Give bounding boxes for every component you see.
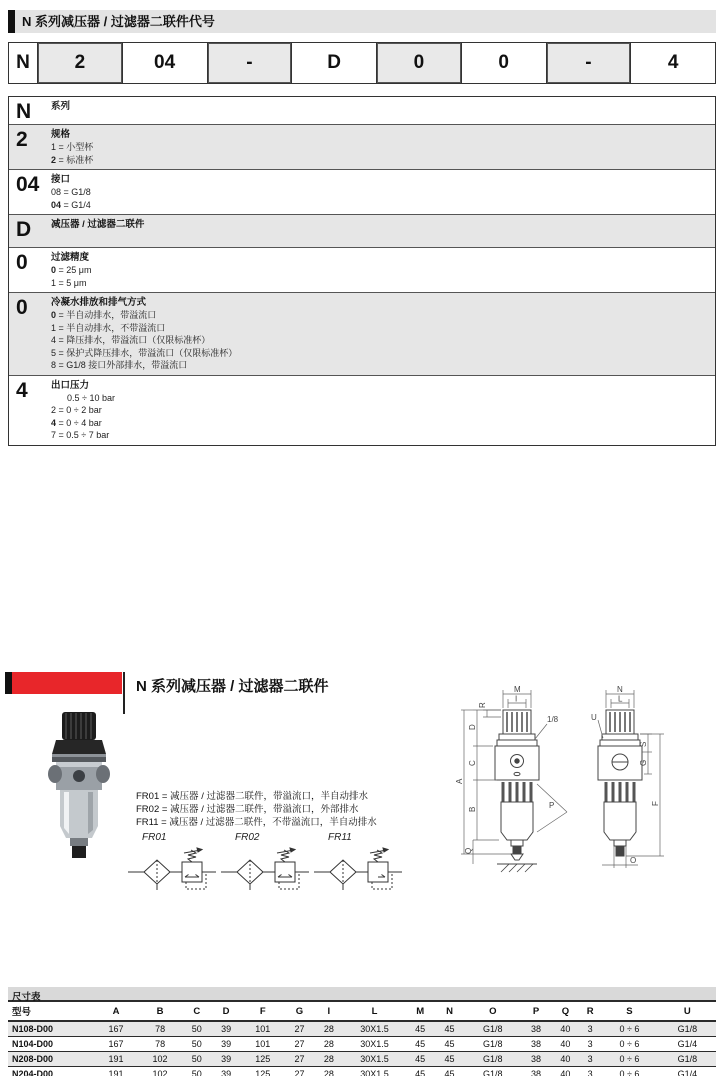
dim-label-I: I xyxy=(515,694,518,704)
option-line: 8 = G1/8 接口外部排水，带溢流口 xyxy=(51,360,188,370)
table-row xyxy=(8,1021,716,1037)
code-row xyxy=(9,292,715,375)
order-code-row xyxy=(8,42,716,84)
code-heading: 出口压力 xyxy=(51,379,90,391)
table-cell: 39 xyxy=(211,1021,240,1037)
table-cell: N208-D00 xyxy=(8,1052,94,1067)
dim-label-B: B xyxy=(468,806,477,812)
table-row xyxy=(8,1037,716,1052)
dimension-table xyxy=(8,1002,716,1076)
code-row xyxy=(9,97,715,124)
table-cell: 191 xyxy=(94,1067,138,1076)
table-cell: 78 xyxy=(138,1021,182,1037)
fr-note-line: FR02 = 减压器 / 过滤器二联件，带溢流口，外部排水 xyxy=(136,804,359,815)
order-code-cell: 2 xyxy=(37,43,122,83)
code-value: N xyxy=(16,100,32,123)
option-line: 04 = G1/4 xyxy=(51,199,91,210)
code-heading: 过滤精度 xyxy=(51,252,90,263)
dimension-drawing-front xyxy=(453,682,593,892)
code-row xyxy=(9,214,715,247)
table-cell: 78 xyxy=(138,1037,182,1052)
column-header: N xyxy=(435,1002,464,1021)
table-cell: G1/4 xyxy=(659,1067,716,1076)
table-cell: 45 xyxy=(406,1067,435,1076)
option-line: 4 = 0 ÷ 4 bar xyxy=(51,417,102,428)
table-row xyxy=(8,1067,716,1076)
product-photo xyxy=(42,710,118,867)
order-code-cell: D xyxy=(291,43,376,83)
table-cell: G1/8 xyxy=(659,1021,716,1037)
fr-symbol-label: FR01 xyxy=(142,832,167,843)
table-cell: 0 ÷ 6 xyxy=(600,1052,658,1067)
table-cell: 38 xyxy=(521,1021,550,1037)
option-line: 7 = 0.5 ÷ 7 bar xyxy=(51,430,110,440)
table-cell: 50 xyxy=(182,1067,211,1076)
option-line: 1 = 小型杯 xyxy=(51,142,94,152)
table-cell: 50 xyxy=(182,1052,211,1067)
table-cell: 27 xyxy=(285,1052,314,1067)
dim-label-port: 1/8 xyxy=(547,715,559,724)
filter-regulator-symbol-icon xyxy=(312,843,404,893)
filter-regulator-symbol-icon xyxy=(126,843,218,893)
table-cell: 0 ÷ 6 xyxy=(600,1037,658,1052)
fr-note-line: FR01 = 减压器 / 过滤器二联件，带溢流口，半自动排水 xyxy=(136,791,368,802)
dimension-table-section xyxy=(8,987,716,1076)
table-cell: 0 ÷ 6 xyxy=(600,1067,658,1076)
fr-symbols xyxy=(126,832,405,898)
dim-label-G: G xyxy=(639,759,648,766)
dim-label-Q: Q xyxy=(464,847,473,854)
column-header: C xyxy=(182,1002,211,1021)
column-header: 型号 xyxy=(8,1002,94,1021)
fr-symbol-label: FR02 xyxy=(235,832,260,843)
code-heading: 减压器 / 过滤器二联件 xyxy=(51,219,145,230)
order-code-cell: 0 xyxy=(376,43,461,83)
table-cell: 45 xyxy=(435,1037,464,1052)
code-description xyxy=(51,97,715,124)
table-cell: 125 xyxy=(241,1067,285,1076)
table-cell: 3 xyxy=(580,1067,600,1076)
section-red-tab xyxy=(12,672,122,694)
code-value: 2 xyxy=(16,128,28,151)
table-cell: N104-D00 xyxy=(8,1037,94,1052)
table-cell: 101 xyxy=(241,1021,285,1037)
table-cell: 28 xyxy=(314,1037,343,1052)
dim-label-M: M xyxy=(514,685,521,694)
table-cell: 0 ÷ 6 xyxy=(600,1021,658,1037)
code-heading: 冷凝水排放和排气方式 xyxy=(51,297,147,308)
option-line: 0.5 ÷ 10 bar xyxy=(67,392,115,403)
code-value: 0 xyxy=(16,296,28,319)
column-header: M xyxy=(406,1002,435,1021)
page-header-band xyxy=(8,10,716,33)
table-cell: 30X1.5 xyxy=(344,1037,406,1052)
dim-label-F: F xyxy=(651,801,660,806)
table-cell: 30X1.5 xyxy=(344,1052,406,1067)
table-cell: 45 xyxy=(435,1021,464,1037)
table-cell: 40 xyxy=(551,1052,580,1067)
table-cell: 3 xyxy=(580,1021,600,1037)
filter-regulator-symbol-icon xyxy=(219,843,311,893)
table-cell: 191 xyxy=(94,1052,138,1067)
code-description xyxy=(51,293,715,375)
table-cell: 28 xyxy=(314,1067,343,1076)
page-title: N 系列减压器 / 过滤器二联件代号 xyxy=(22,14,215,29)
table-cell: 45 xyxy=(435,1067,464,1076)
table-cell: 125 xyxy=(241,1052,285,1067)
option-line: 0 = 25 μm xyxy=(51,265,92,275)
table-cell: 45 xyxy=(406,1052,435,1067)
table-cell: 38 xyxy=(521,1052,550,1067)
code-value: 04 xyxy=(16,173,40,196)
column-header: Q xyxy=(551,1002,580,1021)
section-divider xyxy=(123,672,125,714)
table-cell: 30X1.5 xyxy=(344,1021,406,1037)
code-description xyxy=(51,170,715,214)
order-code-cell: 4 xyxy=(630,43,715,83)
code-description xyxy=(51,215,715,247)
table-cell: G1/8 xyxy=(464,1052,521,1067)
order-code-cell: - xyxy=(546,43,631,83)
column-header: D xyxy=(211,1002,240,1021)
dim-label-O: O xyxy=(630,856,637,865)
table-cell: G1/8 xyxy=(464,1021,521,1037)
code-row xyxy=(9,247,715,292)
table-cell: G1/4 xyxy=(659,1037,716,1052)
dim-label-U: U xyxy=(591,713,597,722)
section-black-bar xyxy=(5,672,12,694)
dim-label-A: A xyxy=(455,778,464,784)
option-line: 08 = G1/8 xyxy=(51,187,91,197)
table-cell: 28 xyxy=(314,1052,343,1067)
dimension-table-header xyxy=(8,1002,716,1021)
table-cell: 3 xyxy=(580,1037,600,1052)
dim-label-D: D xyxy=(468,724,477,730)
order-code-cell: 04 xyxy=(122,43,207,83)
option-line: 5 = 保护式降压排水，带溢流口（仅限标准杯） xyxy=(51,347,238,358)
table-cell: 39 xyxy=(211,1037,240,1052)
order-code-cell: 0 xyxy=(461,43,546,83)
dim-label-P: P xyxy=(549,801,555,810)
table-row xyxy=(8,1052,716,1067)
table-cell: 27 xyxy=(285,1021,314,1037)
column-header: R xyxy=(580,1002,600,1021)
section-title: N 系列减压器 / 过滤器二联件 xyxy=(136,678,329,695)
dimension-table-title: 尺寸表 xyxy=(12,992,41,1003)
table-cell: 40 xyxy=(551,1021,580,1037)
table-cell: 40 xyxy=(551,1067,580,1076)
option-line: 2 = 0 ÷ 2 bar xyxy=(51,405,102,415)
code-value: 4 xyxy=(16,378,28,402)
table-cell: 45 xyxy=(406,1037,435,1052)
table-cell: 28 xyxy=(314,1021,343,1037)
column-header: U xyxy=(659,1002,716,1021)
fr-symbol-label: FR11 xyxy=(328,832,352,843)
fr-symbol xyxy=(312,832,404,898)
dim-label-R: R xyxy=(478,702,487,708)
code-row xyxy=(9,124,715,169)
fr-symbol xyxy=(126,832,218,898)
product-section xyxy=(0,670,724,900)
dim-label-S: S xyxy=(639,741,648,747)
fr-symbol xyxy=(219,832,311,898)
fr-notes xyxy=(136,790,377,829)
table-cell: 167 xyxy=(94,1021,138,1037)
order-code-cell: N xyxy=(9,43,37,83)
code-heading: 接口 xyxy=(51,174,71,185)
dimension-table-band xyxy=(8,987,716,1002)
table-cell: 27 xyxy=(285,1037,314,1052)
table-cell: 40 xyxy=(551,1037,580,1052)
column-header: O xyxy=(464,1002,521,1021)
fr-note-line: FR11 = 减压器 / 过滤器二联件，不带溢流口，半自动排水 xyxy=(136,817,377,828)
code-description xyxy=(51,376,715,445)
column-header: G xyxy=(285,1002,314,1021)
table-cell: 50 xyxy=(182,1037,211,1052)
table-cell: G1/8 xyxy=(659,1052,716,1067)
code-row xyxy=(9,375,715,445)
column-header: A xyxy=(94,1002,138,1021)
dimension-table-body xyxy=(8,1021,716,1076)
table-cell: 38 xyxy=(521,1067,550,1076)
code-description xyxy=(51,125,715,169)
code-row xyxy=(9,169,715,214)
option-line: 2 = 标准杯 xyxy=(51,154,94,165)
table-cell: 50 xyxy=(182,1021,211,1037)
column-header: L xyxy=(344,1002,406,1021)
table-cell: G1/8 xyxy=(464,1067,521,1076)
table-cell: 102 xyxy=(138,1067,182,1076)
code-description xyxy=(51,248,715,292)
table-cell: 102 xyxy=(138,1052,182,1067)
table-cell: 39 xyxy=(211,1052,240,1067)
option-line: 1 = 5 μm xyxy=(51,277,87,288)
table-cell: 27 xyxy=(285,1067,314,1076)
table-cell: 30X1.5 xyxy=(344,1067,406,1076)
option-line: 4 = 降压排水，带溢流口（仅限标准杯） xyxy=(51,335,211,345)
dimension-drawing-side xyxy=(590,682,724,892)
column-header: I xyxy=(314,1002,343,1021)
option-line: 0 = 半自动排水，带溢流口 xyxy=(51,310,157,320)
dim-label-L: L xyxy=(618,694,623,704)
dim-label-N: N xyxy=(617,685,623,694)
column-header: B xyxy=(138,1002,182,1021)
table-cell: 167 xyxy=(94,1037,138,1052)
code-value: 0 xyxy=(16,251,28,274)
code-value: D xyxy=(16,218,32,241)
order-code-cell: - xyxy=(207,43,292,83)
option-line: 1 = 半自动排水，不带溢流口 xyxy=(51,322,166,333)
table-cell: 39 xyxy=(211,1067,240,1076)
code-heading: 规格 xyxy=(51,129,71,140)
code-heading: 系列 xyxy=(51,101,71,112)
header-black-bar xyxy=(8,10,15,33)
code-table xyxy=(8,96,716,446)
column-header: F xyxy=(241,1002,285,1021)
table-cell: 38 xyxy=(521,1037,550,1052)
table-cell: G1/8 xyxy=(464,1037,521,1052)
table-cell: 101 xyxy=(241,1037,285,1052)
column-header: P xyxy=(521,1002,550,1021)
table-header-row xyxy=(8,1002,716,1021)
table-cell: N108-D00 xyxy=(8,1021,94,1037)
table-cell: 45 xyxy=(406,1021,435,1037)
table-cell: 3 xyxy=(580,1052,600,1067)
table-cell: 45 xyxy=(435,1052,464,1067)
dim-label-C: C xyxy=(468,760,477,766)
table-cell: N204-D00 xyxy=(8,1067,94,1076)
column-header: S xyxy=(600,1002,658,1021)
